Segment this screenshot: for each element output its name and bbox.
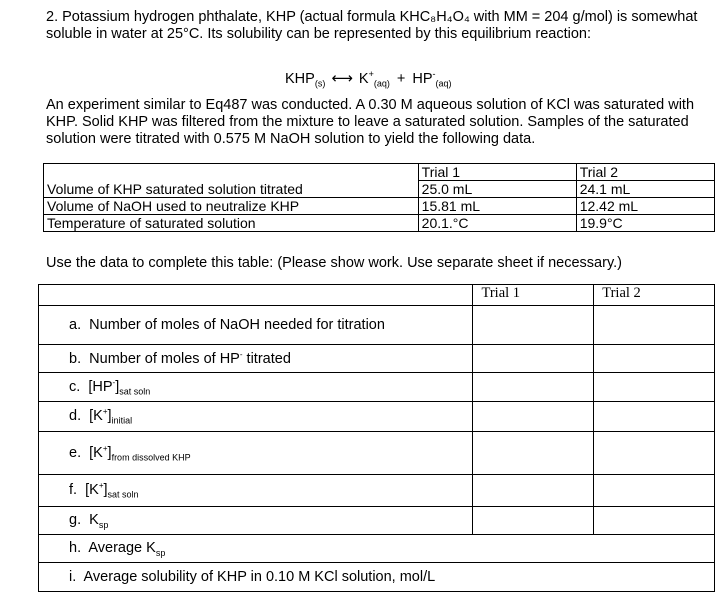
row-letter: c. [69, 378, 81, 395]
row-e-label [39, 432, 473, 475]
trial1-answer-cell[interactable] [473, 373, 594, 402]
row-text: [K [85, 481, 99, 498]
product-k: K [358, 70, 369, 87]
reactant: KHP [285, 70, 315, 87]
bracket: ] [115, 378, 120, 395]
product-hp-state: (aq) [435, 78, 452, 89]
trial1-answer-cell[interactable] [473, 432, 594, 475]
row-text: Average K [88, 539, 156, 556]
row-i-label [39, 563, 715, 592]
table-row [44, 181, 715, 198]
table-row [39, 432, 715, 475]
subscript: sp [155, 547, 166, 558]
trial2-value: 24.1 mL [576, 181, 714, 198]
row-letter: e. [69, 444, 82, 461]
instructions: Use the data to complete this table: (Please show work. Use separate sheet if necessary.) [46, 255, 622, 271]
row-letter: f. [69, 481, 78, 498]
subscript: sat soln [107, 489, 139, 500]
data-table [43, 163, 715, 232]
trial2-value: 19.9°C [576, 215, 714, 232]
data-table-header [44, 164, 715, 181]
trial2-answer-cell[interactable] [594, 373, 715, 402]
results-header-blank [39, 285, 473, 306]
trial1-value: 25.0 mL [418, 181, 576, 198]
trial1-value: 15.81 mL [418, 198, 576, 215]
trial2-answer-cell[interactable] [594, 475, 715, 507]
experiment-description: An experiment similar to Eq487 was conducted. A 0.30 M aqueous solution of KCl was saturated with KHP. Solid KHP was filtered from the mixture to leave a saturated solution. Samples of the saturated solution were titrated with 0.575 M NaOH solution to yield the following data. [46, 97, 695, 147]
row-label: Temperature of saturated solution [44, 215, 419, 232]
equilibrium-arrow-icon: ⟷ [331, 68, 353, 87]
row-text: K [89, 511, 99, 528]
data-header-blank [44, 164, 419, 181]
row-label: Volume of KHP saturated solution titrated [44, 181, 419, 198]
subscript: from dissolved KHP [111, 452, 191, 463]
trial2-answer-cell[interactable] [594, 402, 715, 432]
charge: + [102, 443, 108, 453]
row-f-label [39, 475, 473, 507]
table-row [39, 507, 715, 535]
bracket: ] [107, 444, 112, 461]
charge: + [102, 407, 108, 417]
bracket: ] [103, 481, 108, 498]
data-header-trial1: Trial 1 [418, 164, 576, 181]
reactant-state: (s) [314, 78, 326, 89]
row-letter: d. [69, 407, 82, 424]
row-text: [K [89, 407, 103, 424]
results-header-trial1: Trial 1 [473, 285, 594, 306]
row-letter: h. [69, 539, 82, 556]
row-text: [K [89, 444, 103, 461]
bracket: ] [107, 407, 112, 424]
question-intro: 2. Potassium hydrogen phthalate, KHP (actual formula KHC₈H₄O₄ with MM = 204 g/mol) is somewhat soluble in water at 25°C. Its solubility can be represented by this equilibrium reaction: [46, 9, 698, 42]
table-row [44, 198, 715, 215]
subscript: sat soln [119, 386, 151, 397]
product-k-charge: + [368, 69, 374, 79]
results-header-trial2: Trial 2 [594, 285, 715, 306]
subscript: initial [111, 415, 133, 426]
row-d-label [39, 402, 473, 432]
table-row [44, 215, 715, 232]
data-header-trial2: Trial 2 [576, 164, 714, 181]
trial1-answer-cell[interactable] [473, 402, 594, 432]
row-label: Volume of NaOH used to neutralize KHP [44, 198, 419, 215]
row-letter: g. [69, 511, 82, 528]
product-k-state: (aq) [373, 78, 390, 89]
plus-sign: + [396, 70, 406, 87]
trial2-answer-cell[interactable] [594, 306, 715, 345]
trial2-answer-cell[interactable] [594, 432, 715, 475]
table-row [39, 475, 715, 507]
row-text: Average solubility of KHP in 0.10 M KCl solution, mol/L [83, 569, 436, 585]
row-letter: i. [69, 569, 77, 585]
trial1-answer-cell[interactable] [473, 507, 594, 535]
trial2-answer-cell[interactable] [594, 345, 715, 373]
trial1-answer-cell[interactable] [473, 345, 594, 373]
row-text: Number of moles of NaOH needed for titration [89, 317, 385, 333]
row-h-label [39, 535, 715, 563]
subscript: sp [98, 519, 109, 530]
table-row [39, 373, 715, 402]
row-c-label [39, 373, 473, 402]
table-row [39, 563, 715, 592]
trial1-answer-cell[interactable] [473, 475, 594, 507]
row-letter: a. [69, 317, 82, 333]
results-table [38, 284, 715, 592]
charge: + [98, 481, 104, 491]
trial2-answer-cell[interactable] [594, 507, 715, 535]
results-header [39, 285, 715, 306]
equilibrium-reaction [285, 66, 452, 93]
row-g-label [39, 507, 473, 535]
charge: - [239, 350, 243, 360]
product-hp: HP [412, 70, 433, 87]
product-hp-charge: - [432, 69, 436, 79]
table-row [39, 402, 715, 432]
trial2-value: 12.42 mL [576, 198, 714, 215]
row-b-label [39, 345, 473, 373]
row-text-suffix: titrated [242, 350, 291, 367]
row-text: Number of moles of HP [89, 350, 240, 367]
table-row [39, 345, 715, 373]
trial1-value: 20.1.°C [418, 215, 576, 232]
trial1-answer-cell[interactable] [473, 306, 594, 345]
table-row [39, 306, 715, 345]
row-text: [HP [88, 378, 113, 395]
charge: - [112, 377, 116, 387]
row-letter: b. [69, 350, 82, 367]
table-row [39, 535, 715, 563]
row-a-label [39, 306, 473, 345]
